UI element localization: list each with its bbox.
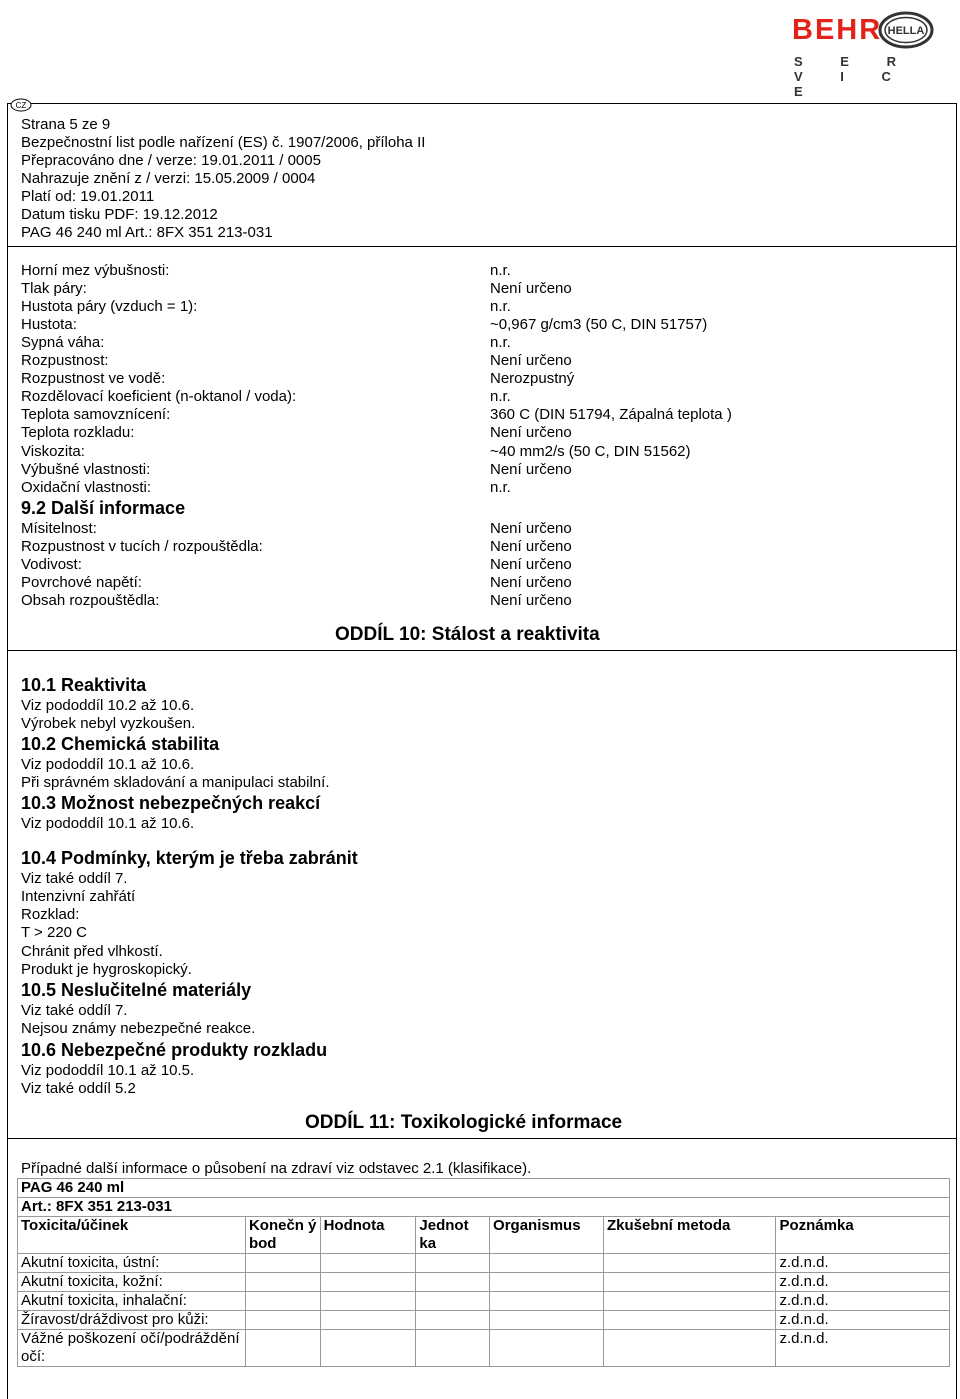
property-value: Není určeno: [490, 352, 572, 369]
table-cell: Akutní toxicita, ústní:: [18, 1254, 246, 1273]
table-cell: z.d.n.d.: [776, 1292, 950, 1311]
table-cell: Akutní toxicita, kožní:: [18, 1273, 246, 1292]
property-label: Sypná váha:: [21, 334, 105, 351]
subsection-title-10-5: 10.5 Neslučitelné materiály: [21, 980, 252, 1000]
section-separator: [7, 1138, 956, 1139]
property-value: n.r.: [490, 262, 511, 279]
article-number: Art.: 8FX 351 213-031: [18, 1198, 950, 1217]
subsection-title-10-1: 10.1 Reaktivita: [21, 675, 147, 695]
property-label: Povrchové napětí:: [21, 574, 142, 591]
column-header: Konečn ý bod: [245, 1217, 320, 1254]
property-value: 360 C (DIN 51794, Zápalná teplota ): [490, 406, 732, 423]
toxicology-table: [17, 1178, 950, 1367]
property-label: Teplota rozkladu:: [21, 424, 135, 441]
property-value: ~40 mm2/s (50 C, DIN 51562): [490, 443, 691, 460]
property-label: Rozdělovací koeficient (n-oktanol / voda):: [21, 388, 297, 405]
header-line: PAG 46 240 ml Art.: 8FX 351 213-031: [21, 224, 273, 241]
column-header: Poznámka: [776, 1217, 950, 1254]
property-label: Rozpustnost v tucích / rozpouštědla:: [21, 538, 263, 555]
text-line: Viz také oddíl 7.: [21, 1002, 128, 1019]
property-label: Rozpustnost ve vodě:: [21, 370, 166, 387]
text-line: Viz také oddíl 5.2: [21, 1080, 136, 1097]
behr-logo-text: BEHR: [792, 14, 883, 46]
property-label: Mísitelnost:: [21, 520, 97, 537]
column-header: Hodnota: [320, 1217, 416, 1254]
header-line: Datum tisku PDF: 19.12.2012: [21, 206, 218, 223]
product-name: PAG 46 240 ml: [18, 1179, 950, 1198]
header-line: Přepracováno dne / verze: 19.01.2011 / 0005: [21, 152, 321, 169]
property-label: Horní mez výbušnosti:: [21, 262, 170, 279]
table-cell: Vážné poškození očí/podráždění očí:: [18, 1330, 246, 1367]
table-row: [18, 1273, 950, 1292]
table-header-row: [18, 1217, 950, 1254]
svg-text:HELLA: HELLA: [887, 25, 925, 37]
table-row: [18, 1311, 950, 1330]
property-value: n.r.: [490, 388, 511, 405]
property-value: Není určeno: [490, 280, 572, 297]
header-line: Strana 5 ze 9: [21, 116, 111, 133]
text-line: Viz také oddíl 7.: [21, 870, 128, 887]
text-line: Nejsou známy nebezpečné reakce.: [21, 1020, 256, 1037]
text-line: T > 220 C: [21, 924, 88, 941]
section-separator: [7, 650, 956, 651]
text-line: Rozklad:: [21, 906, 80, 923]
column-header: Jednot ka: [416, 1217, 490, 1254]
header-line: Bezpečnostní list podle nařízení (ES) č. 1907/2006, příloha II: [21, 134, 426, 151]
table-row: [18, 1330, 950, 1367]
table-row: [18, 1198, 950, 1217]
column-header: Zkušební metoda: [604, 1217, 776, 1254]
property-value: Není určeno: [490, 574, 572, 591]
header-line: Nahrazuje znění z / verzi: 15.05.2009 / 0004: [21, 170, 316, 187]
property-label: Obsah rozpouštědla:: [21, 592, 160, 609]
text-line: Chránit před vlhkostí.: [21, 943, 163, 960]
subsection-title-10-4: 10.4 Podmínky, kterým je třeba zabránit: [21, 848, 358, 868]
header-line: Platí od: 19.01.2011: [21, 188, 155, 205]
property-label: Oxidační vlastnosti:: [21, 479, 152, 496]
text-line: Produkt je hygroskopický.: [21, 961, 192, 978]
property-value: Není určeno: [490, 461, 572, 478]
property-value: Není určeno: [490, 424, 572, 441]
property-label: Viskozita:: [21, 443, 85, 460]
text-line: Viz pododdíl 10.1 až 10.6.: [21, 756, 195, 773]
subsection-title-10-3: 10.3 Možnost nebezpečných reakcí: [21, 793, 321, 813]
text-line: Viz pododdíl 10.2 až 10.6.: [21, 697, 195, 714]
property-value: Není určeno: [490, 538, 572, 555]
text-line: Výrobek nebyl vyzkoušen.: [21, 715, 196, 732]
table-cell: z.d.n.d.: [776, 1330, 950, 1367]
text-line: Při správném skladování a manipulaci stabilní.: [21, 774, 330, 791]
table-cell: z.d.n.d.: [776, 1311, 950, 1330]
table-cell: Žíravost/dráždivost pro kůži:: [18, 1311, 246, 1330]
column-header: Organismus: [490, 1217, 604, 1254]
property-value: Nerozpustný: [490, 370, 575, 387]
header-separator: [7, 246, 956, 247]
text-line: Viz pododdíl 10.1 až 10.5.: [21, 1062, 195, 1079]
property-label: Tlak páry:: [21, 280, 87, 297]
property-value: n.r.: [490, 298, 511, 315]
subsection-title-10-6: 10.6 Nebezpečné produkty rozkladu: [21, 1040, 328, 1060]
text-line: Viz pododdíl 10.1 až 10.6.: [21, 815, 195, 832]
property-value: n.r.: [490, 479, 511, 496]
country-badge-icon: [10, 98, 32, 112]
table-row: [18, 1292, 950, 1311]
table-cell: z.d.n.d.: [776, 1254, 950, 1273]
section-title-10: ODDÍL 10: Stálost a reaktivita: [335, 624, 600, 645]
table-cell: z.d.n.d.: [776, 1273, 950, 1292]
property-value: n.r.: [490, 334, 511, 351]
text-line: Intenzivní zahřátí: [21, 888, 136, 905]
property-label: Hustota:: [21, 316, 77, 333]
subsection-title-9-2: 9.2 Další informace: [21, 498, 186, 518]
property-label: Rozpustnost:: [21, 352, 109, 369]
section-intro: Případné další informace o působení na zdraví viz odstavec 2.1 (klasifikace).: [21, 1160, 532, 1177]
property-value: Není určeno: [490, 592, 572, 609]
property-value: ~0,967 g/cm3 (50 C, DIN 51757): [490, 316, 708, 333]
property-label: Vodivost:: [21, 556, 82, 573]
column-header: Toxicita/účinek: [18, 1217, 246, 1254]
property-value: Není určeno: [490, 556, 572, 573]
svg-text:CZ: CZ: [15, 101, 27, 110]
table-row: [18, 1254, 950, 1273]
hella-logo-icon: [878, 11, 934, 49]
logo-tagline: S E R V I C E: [794, 54, 913, 99]
property-label: Hustota páry (vzduch = 1):: [21, 298, 198, 315]
property-value: Není určeno: [490, 520, 572, 537]
subsection-title-10-2: 10.2 Chemická stabilita: [21, 734, 220, 754]
table-cell: Akutní toxicita, inhalační:: [18, 1292, 246, 1311]
property-label: Teplota samovznícení:: [21, 406, 171, 423]
behr-hella-logo: [792, 6, 952, 99]
table-row: [18, 1179, 950, 1198]
property-label: Výbušné vlastnosti:: [21, 461, 151, 478]
section-title-11: ODDÍL 11: Toxikologické informace: [305, 1112, 623, 1133]
